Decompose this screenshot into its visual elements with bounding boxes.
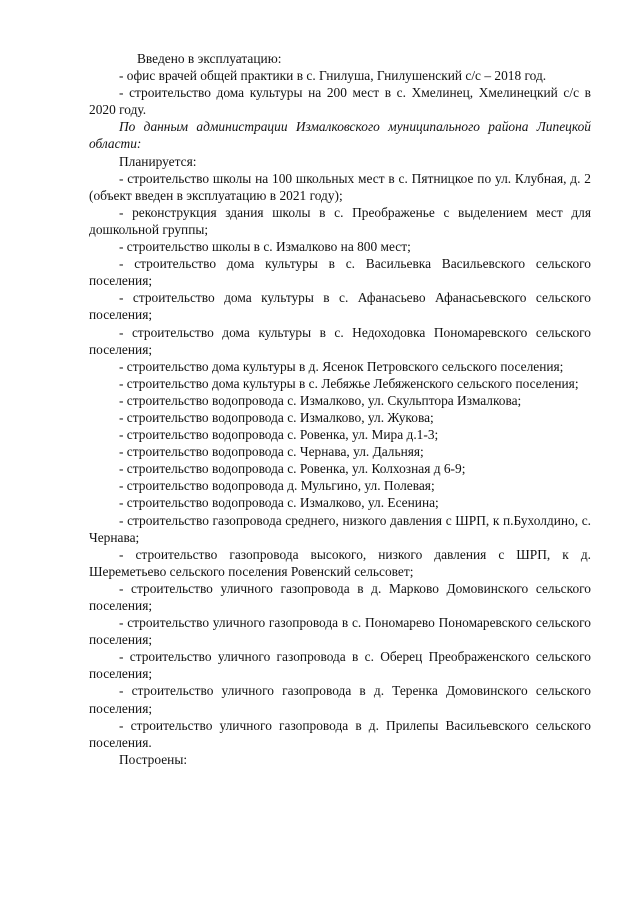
paragraph-item: - строительство дома культуры на 200 мест в с. Хмелинец, Хмелинецкий с/с в 2020 году. <box>89 85 591 118</box>
paragraph-item: - строительство дома культуры в с. Недоходовка Пономаревского сельского поселения; <box>89 324 591 357</box>
paragraph-item: - строительство уличного газопровода в д. Прилепы Васильевского сельского поселения. <box>89 717 591 750</box>
paragraph-built-heading: Построены: <box>119 751 188 767</box>
paragraph-item: - строительство дома культуры в д. Ясенок Петровского сельского поселения; <box>119 358 564 374</box>
paragraph-item: - строительство водопровода с. Измалково, ул. Скульптора Измалкова; <box>119 392 522 408</box>
document-page <box>89 50 591 768</box>
paragraph-item: - строительство школы на 100 школьных мест в с. Пятницкое по ул. Клубная, д. 2 (объект введен в эксплуатацию в 2021 году); <box>89 170 591 203</box>
paragraph-item: - строительство водопровода с. Измалково, ул. Есенина; <box>119 495 439 511</box>
paragraph-item: - строительство водопровода д. Мульгино, ул. Полевая; <box>119 478 435 494</box>
paragraph-item: - строительство уличного газопровода в с. Оберец Преображенского сельского поселения; <box>89 649 591 682</box>
paragraph-item: - строительство школы в с. Измалково на 800 мест; <box>119 239 411 255</box>
paragraph-item: - реконструкция здания школы в с. Преображенье с выделением мест для дошкольной группы; <box>89 204 591 237</box>
paragraph-item: - офис врачей общей практики в с. Гнилуша, Гнилушенский с/с – 2018 год. <box>119 68 547 84</box>
paragraph-item: - строительство водопровода с. Чернава, ул. Дальняя; <box>119 444 424 460</box>
paragraph-item: - строительство газопровода среднего, низкого давления с ШРП, к п.Бухолдино, с. Чернава; <box>89 512 591 545</box>
paragraph-item: - строительство водопровода с. Ровенка, ул. Колхозная д 6-9; <box>119 461 466 477</box>
paragraph-item: - строительство уличного газопровода в д. Теренка Домовинского сельского поселения; <box>89 683 591 716</box>
paragraph-source-note: По данным администрации Измалковского муниципального района Липецкой области: <box>89 119 591 152</box>
paragraph-planned-heading: Планируется: <box>119 153 197 169</box>
paragraph-item: - строительство дома культуры в с. Афанасьево Афанасьевского сельского поселения; <box>89 290 591 323</box>
paragraph-item: - строительство уличного газопровода в д. Марково Домовинского сельского поселения; <box>89 580 591 613</box>
paragraph-item: - строительство уличного газопровода в с. Пономарево Пономаревского сельского поселения; <box>89 615 591 648</box>
paragraph-item: - строительство дома культуры в с. Лебяжье Лебяженского сельского поселения; <box>119 375 579 391</box>
paragraph-item: - строительство газопровода высокого, низкого давления с ШРП, к д. Шереметьево сельского поселения Ровенский сельсовет; <box>89 546 591 579</box>
paragraph-commissioned-heading: Введено в эксплуатацию: <box>137 51 282 66</box>
paragraph-item: - строительство водопровода с. Ровенка, ул. Мира д.1-3; <box>119 427 439 443</box>
paragraph-item: - строительство дома культуры в с. Васильевка Васильевского сельского поселения; <box>89 256 591 289</box>
paragraph-item: - строительство водопровода с. Измалково, ул. Жукова; <box>119 409 434 425</box>
